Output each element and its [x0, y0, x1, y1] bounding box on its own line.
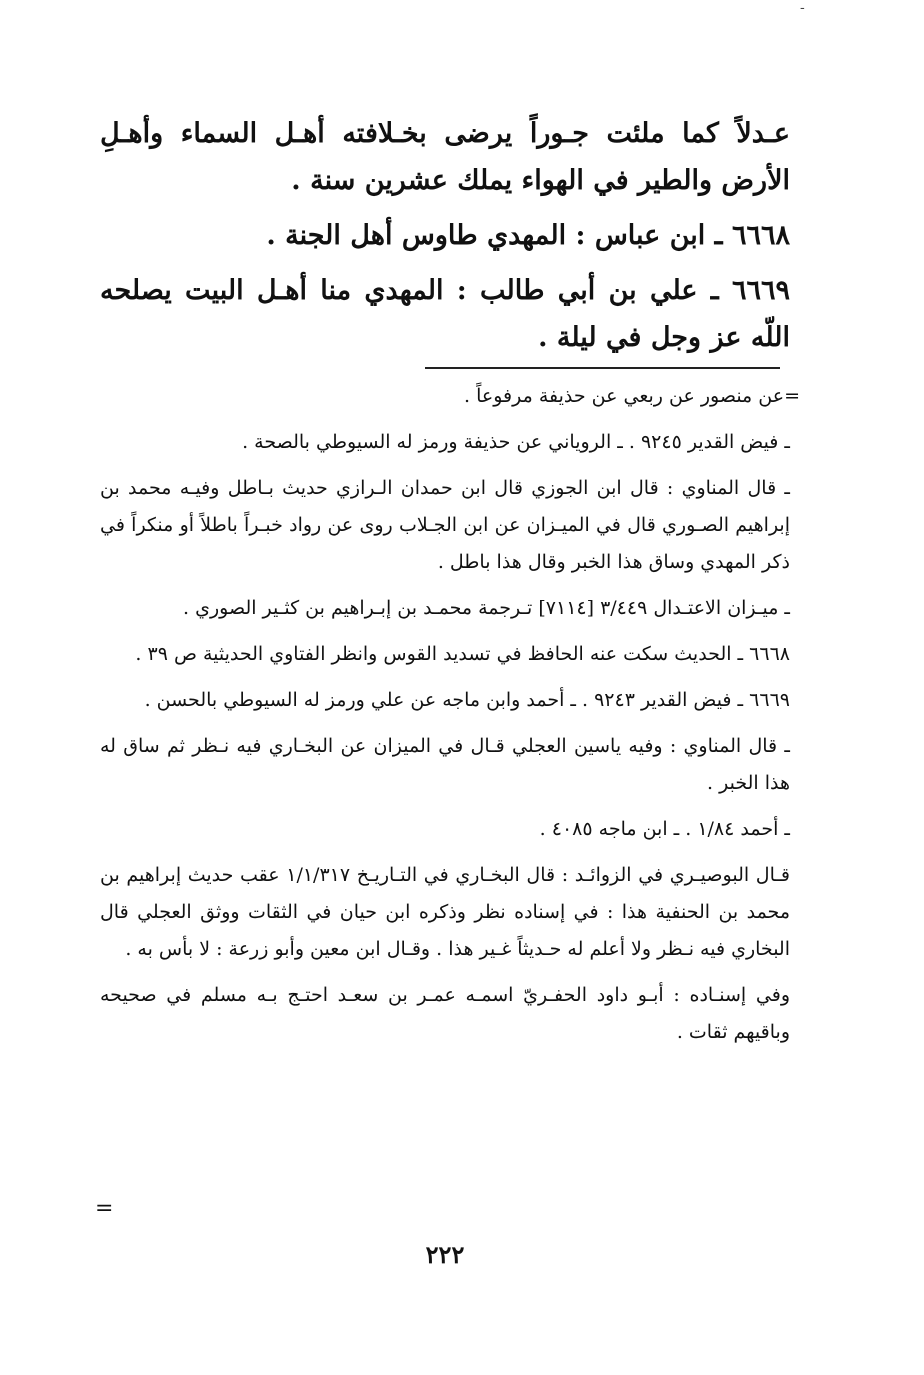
footnote-item: ٦٦٦٩ ـ فيض القدير ٩٢٤٣ . ـ أحمد وابن ماجه عن علي ورمز له السيوطي بالحسن . [144, 689, 790, 711]
continuation-mark: = [95, 1196, 114, 1221]
main-text [100, 110, 790, 369]
footnote-separator [425, 367, 780, 369]
main-paragraph-continuation: عـدلاً كما ملئت جـوراً يرضى بخـلافته أهـل السماء وأهـلِ الأرض والطير في الهواء يملك عشرين سنة . [100, 118, 790, 196]
footnote-continuation: =عن منصور عن ربعي عن حذيفة مرفوعاً . [464, 385, 800, 407]
hadith-6668: ٦٦٦٨ ـ ابن عباس : المهدي طاوس أهل الجنة . [266, 220, 790, 251]
footnote-item: ٦٦٦٨ ـ الحديث سكت عنه الحافظ في تسديد القوس وانظر الفتاوي الحديثية ص ٣٩ . [135, 643, 790, 665]
footnote-item: ـ قال المناوي : قال ابن الجوزي قال ابن حمدان الـرازي حديث بـاطل وفيـه محمد بن إبراهيم الصـوري قال في الميـزان عن ابن الجـلاب روى عن رواد خبـراً باطلاً أو منكراً في ذكر المهدي وساق هذا الخبر وقال هذا باطل . [100, 477, 790, 573]
footnote-item: ـ فيض القدير ٩٢٤٥ . ـ الروياني عن حذيفة ورمز له السيوطي بالصحة . [242, 431, 790, 453]
footnotes [100, 378, 800, 1060]
footnote-item: ـ أحمد ١/٨٤ . ـ ابن ماجه ٤٠٨٥ . [539, 818, 790, 840]
page-number: ٢٢٢ [425, 1240, 465, 1269]
footnote-item: ـ ميـزان الاعتـدال ٣/٤٤٩ [٧١١٤] تـرجمة محمـد بن إبـراهيم بن كثـير الصوري . [183, 597, 790, 619]
corner-mark: - [800, 0, 805, 16]
footnote-item: وفي إسنـاده : أبـو داود الحفـريّ اسمـه عمـر بن سعـد احتـج بـه مسلم في صحيحه وباقيهم ثقات . [100, 984, 790, 1043]
footnote-item: ـ قال المناوي : وفيه ياسين العجلي قـال في الميزان عن البخـاري فيه نـظر ثم ساق له هذا الخبر . [100, 735, 790, 794]
footnote-item: قـال البوصيـري في الزوائـد : قال البخـاري في التـاريـخ ١/١/٣١٧ عقب حديث إبراهيم بن محمد بن الحنفية هذا : في إسناده نظر وذكره ابن حيان في الثقات ووثق العجلي قال البخاري فيه نـظر ولا أعلم له حـديثاً غـير هذا . وقـال ابن معين وأبو زرعة : لا بأس به . [100, 864, 791, 960]
hadith-6669: ٦٦٦٩ ـ علي بن أبي طالب : المهدي منا أهـل البيت يصلحه اللّه عز وجل في ليلة . [100, 275, 790, 353]
